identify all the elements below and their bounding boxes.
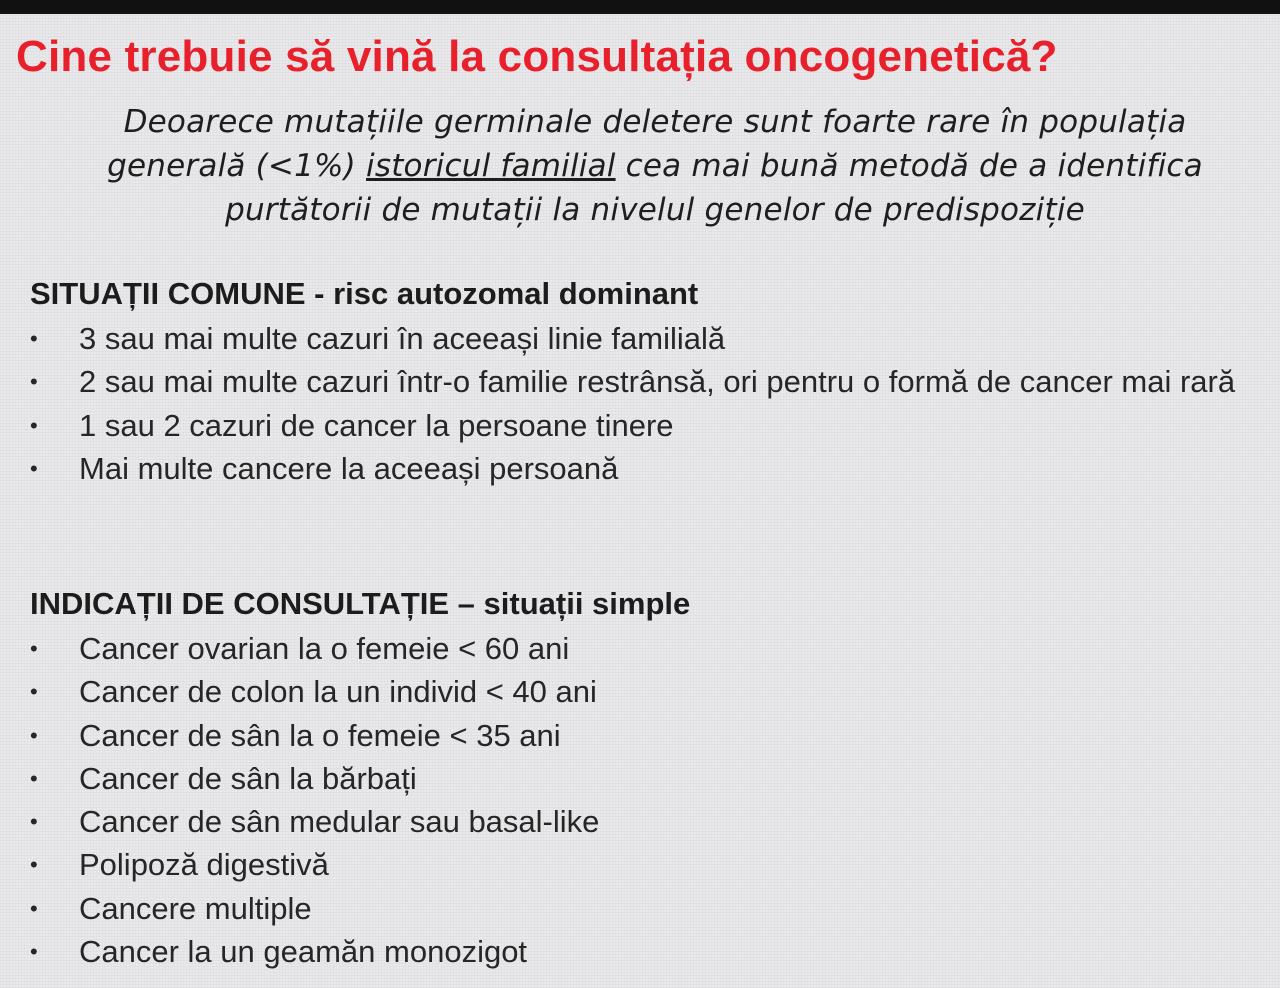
list-item-text: Cancere multiple xyxy=(79,890,312,926)
intro-line-2 xyxy=(80,144,1230,188)
list-item xyxy=(30,317,1270,360)
bullet-icon: • xyxy=(30,679,38,705)
intro-line-2-start: generală (<1%) xyxy=(107,148,367,184)
bullet-icon: • xyxy=(30,809,38,835)
list-item-text: Cancer ovarian la o femeie < 60 ani xyxy=(79,631,570,666)
list-item xyxy=(30,714,1270,757)
indications-list xyxy=(30,627,1270,973)
intro-underlined-phrase: istoricul familial xyxy=(366,148,616,184)
intro-line-3: purtătorii de mutații la nivelul genelor de predispoziție xyxy=(225,192,1085,228)
bullet-icon: • xyxy=(30,412,38,438)
slide xyxy=(0,14,1280,988)
list-item xyxy=(30,843,1270,886)
bullet-icon: • xyxy=(30,369,38,395)
slide-title: Cine trebuie să vină la consultația oncogenetică? xyxy=(16,32,1058,81)
list-item xyxy=(30,930,1270,973)
bullet-icon: • xyxy=(30,939,38,965)
list-item xyxy=(30,360,1270,403)
bullet-icon: • xyxy=(30,326,38,351)
list-item-text: 2 sau mai multe cazuri într-o familie restrânsă, ori pentru o formă de cancer mai rară xyxy=(79,364,1236,400)
section-heading-common: SITUAȚII COMUNE - risc autozomal dominant xyxy=(30,276,699,311)
bullet-icon: • xyxy=(30,852,38,878)
bullet-icon: • xyxy=(30,636,38,661)
list-item-text: Cancer de sân medular sau basal-like xyxy=(79,804,600,840)
list-item-text: 1 sau 2 cazuri de cancer la persoane tinere xyxy=(79,407,674,443)
list-item xyxy=(30,627,1270,670)
intro-line-1: Deoarece mutațiile germinale deletere sunt foarte rare în populația xyxy=(123,104,1187,140)
bullet-icon: • xyxy=(30,765,38,791)
bullet-icon: • xyxy=(30,895,38,921)
list-item-text: Cancer de sân la o femeie < 35 ani xyxy=(79,717,561,753)
list-item-text: Cancer de sân la bărbați xyxy=(79,760,417,796)
list-item-text: Polipoză digestivă xyxy=(79,847,329,883)
list-item xyxy=(30,800,1270,843)
section-heading-indications: INDICAȚII DE CONSULTAȚIE – situații simple xyxy=(30,586,691,621)
bullet-icon: • xyxy=(30,455,38,481)
list-item xyxy=(30,757,1270,800)
list-item xyxy=(30,447,1270,490)
list-item-text: Cancer la un geamăn monozigot xyxy=(79,934,528,970)
list-item xyxy=(30,670,1270,713)
list-item-text: 3 sau mai multe cazuri în aceeași linie familială xyxy=(79,321,726,356)
list-item-text: Mai multe cancere la aceeași persoană xyxy=(79,450,619,486)
list-item xyxy=(30,404,1270,447)
common-situations-list xyxy=(30,317,1270,490)
intro-paragraph xyxy=(80,100,1230,232)
bullet-icon: • xyxy=(30,722,38,748)
intro-line-2-end: cea mai bună metodă de a identifica xyxy=(615,148,1203,184)
list-item-text: Cancer de colon la un individ < 40 ani xyxy=(79,674,597,710)
list-item xyxy=(30,887,1270,930)
screen-top-edge xyxy=(0,0,1280,14)
